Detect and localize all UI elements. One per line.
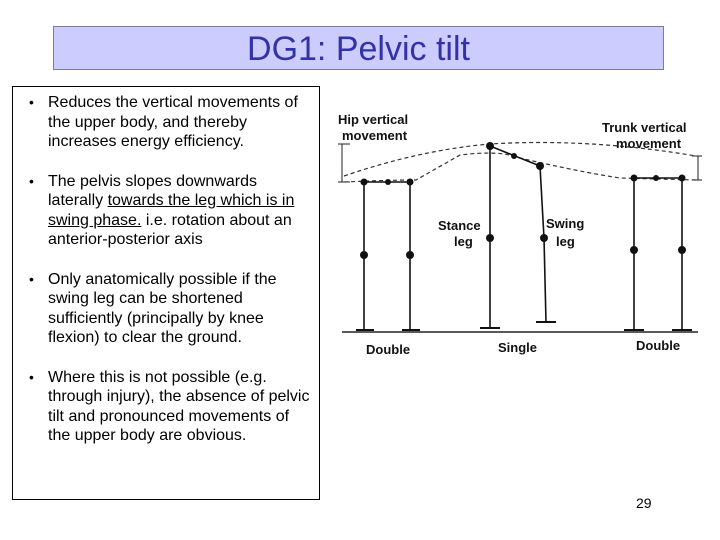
bullet-panel	[12, 86, 320, 500]
hip-vertical-label-line2: movement	[342, 128, 408, 143]
trunk-range-bracket	[692, 156, 702, 180]
bullet-marker: •	[29, 270, 34, 287]
stance-leg-label-line1: Stance	[438, 218, 481, 233]
feet-single	[480, 322, 556, 328]
double-support-right-legs	[634, 178, 682, 330]
bullet-text: Only anatomically possible if the swing leg can be shortened sufficiently (principally by knee flexion) to clear the ground.	[48, 270, 277, 346]
swing-leg-label-line1: Swing	[546, 216, 585, 231]
bullet-item-2	[13, 172, 313, 250]
gait-pelvic-tilt-diagram	[330, 100, 710, 370]
trunk-vertical-label-line1: Trunk vertical	[602, 120, 687, 135]
bullet-marker: •	[29, 172, 34, 189]
page-number: 29	[636, 495, 652, 511]
bullet-item-1	[13, 93, 313, 152]
title-banner	[53, 26, 664, 70]
trunk-vertical-label-line2: movement	[616, 136, 682, 151]
stance-leg-label-line2: leg	[454, 234, 473, 249]
double-support-right-joints	[630, 175, 686, 255]
single-support-label: Single	[498, 340, 538, 355]
bullet-text-end: i.e. rotation about an anterior-posterior axis	[48, 211, 292, 248]
hip-vertical-label-line1: Hip vertical	[338, 112, 409, 127]
double-support-right-label: Double	[636, 338, 681, 353]
bullet-text: Reduces the vertical movements of the upper body, and thereby increases energy efficiency.	[48, 94, 298, 150]
double-support-left-joints	[360, 179, 414, 260]
bullet-text-underlined: towards the leg which is in swing phase.	[48, 192, 295, 229]
swing-leg-label-line2: leg	[556, 234, 575, 249]
bullet-item-3	[13, 270, 313, 348]
single-support-legs	[490, 146, 546, 328]
bullet-marker: •	[29, 368, 34, 385]
slide-title: DG1: Pelvic tilt	[247, 30, 470, 68]
bullet-text-start: The pelvis slopes downwards laterally	[48, 172, 257, 209]
hip-range-bracket	[338, 144, 350, 182]
bullet-text: Where this is not possible (e.g. through injury), the absence of pelvic tilt and pronounced movements of the upper body are obvious.	[48, 368, 310, 444]
bullet-list	[13, 93, 313, 466]
bullet-item-4	[13, 368, 313, 446]
bullet-marker: •	[29, 94, 34, 110]
double-support-left-label: Double	[366, 342, 411, 357]
double-support-left-legs	[364, 182, 410, 330]
